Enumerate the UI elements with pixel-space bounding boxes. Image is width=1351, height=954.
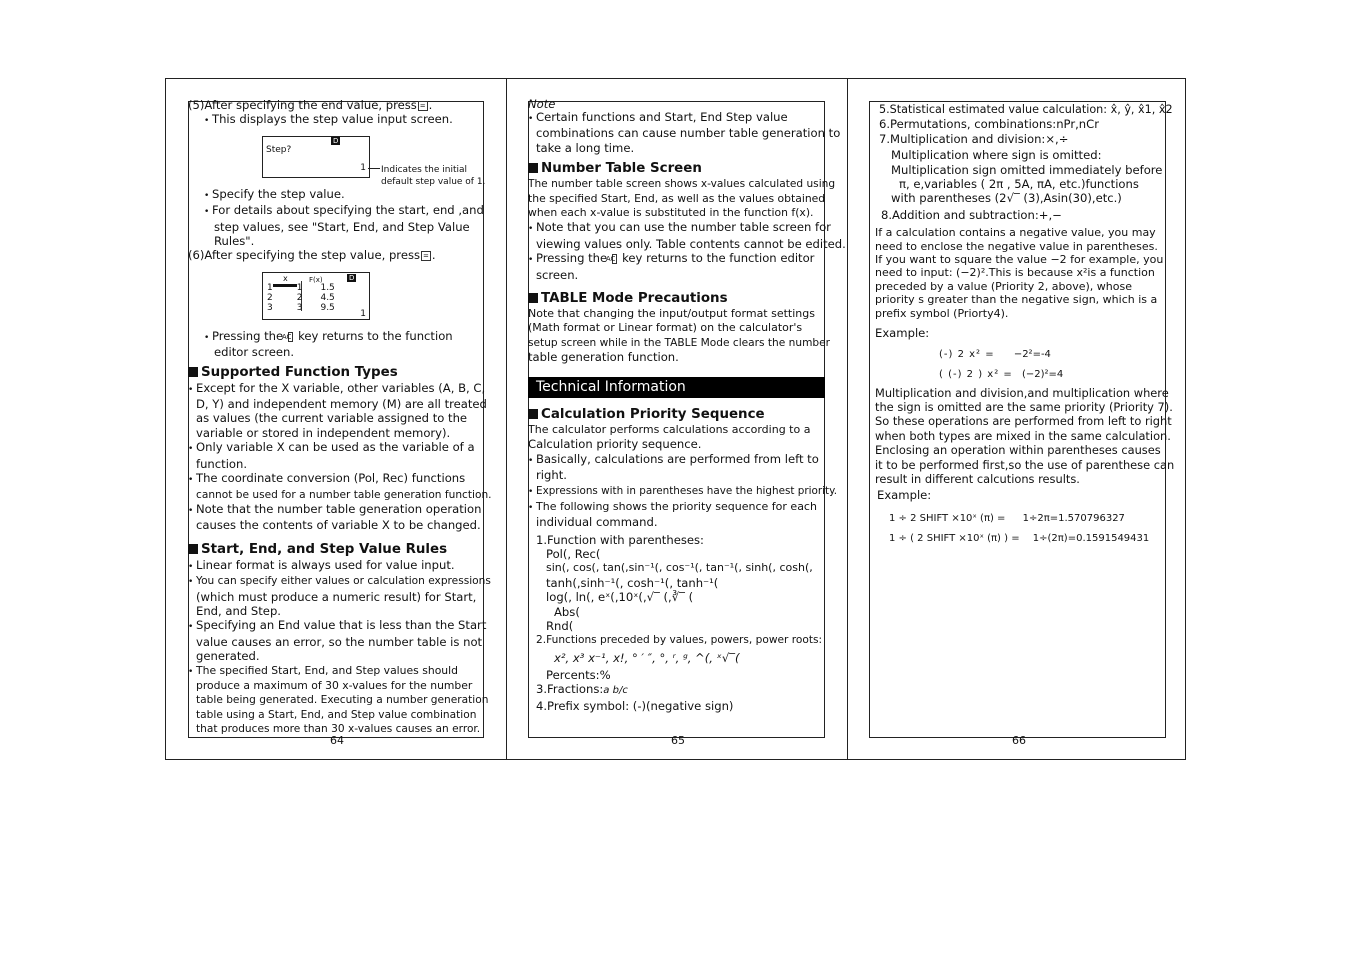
bullet-text: • The specified Start, End, and Step values should: [188, 664, 484, 679]
calculator-screen-step: [262, 136, 370, 178]
section-heading: Start, End, and Step Value Rules: [188, 541, 484, 558]
column-header: x: [283, 274, 288, 283]
page-divider: [847, 78, 848, 760]
step-text: Rules".: [214, 234, 255, 249]
priority-item: 4.Prefix symbol: (-)(negative sign): [536, 698, 734, 713]
example-result: (−2)²=4: [1021, 368, 1064, 380]
page-divider: [506, 78, 507, 760]
fraction-symbol: a b/c: [603, 685, 628, 697]
step-text: • This displays the step value input screen.: [188, 112, 484, 128]
bullet-text: • The coordinate conversion (Pol, Rec) functions: [188, 471, 484, 487]
paragraph-text: need to input: (−2)².This is because x²is a function: [875, 266, 1155, 280]
priority-item: 6.Permutations, combinations:nPr,nCr: [879, 117, 1099, 132]
callout-line: [368, 168, 380, 169]
paragraph-text: So these operations are performed from left to right: [875, 414, 1172, 429]
page-65: [528, 97, 846, 713]
priority-item: 3.Fractions:: [536, 682, 604, 697]
priority-item: Multiplication sign omitted immediately before: [891, 162, 1163, 177]
bullet-text: causes the contents of variable X to be changed.: [196, 518, 481, 533]
bullet-text: • Except for the X variable, other variables (A, B, C,: [188, 381, 484, 397]
step-text: (5)After specifying the end value, press: [188, 98, 417, 112]
bullet-text: table using a Start, End, and Step value combination: [196, 708, 477, 721]
page-number: 65: [671, 734, 685, 747]
step-text: Pressing the: [212, 328, 284, 343]
paragraph-text: the sign is omitted are the same priority (Priority 7).: [875, 399, 1173, 414]
bullet-text: D, Y) and independent memory (M) are all treated: [196, 397, 487, 412]
example-label: Example:: [877, 488, 932, 503]
screen-callout: Indicates the initial default step value of 1.: [381, 165, 486, 187]
bullet-text: End, and Step.: [196, 603, 281, 618]
paragraph-text: Note that changing the input/output format settings: [528, 307, 815, 321]
bullet-text: as values (the current variable assigned to the: [196, 411, 468, 426]
priority-item: 5.Statistical estimated value calculation: x̂, ŷ, x̂1, x̂2: [879, 103, 1173, 116]
screen-value: 1: [360, 163, 366, 173]
step-text: step values, see "Start, End, and Step Value: [214, 219, 470, 234]
paragraph-text: (Math format or Linear format) on the calculator's: [528, 321, 803, 335]
paragraph-text: result in different calcutions results.: [875, 471, 1080, 486]
number-table: [265, 283, 337, 313]
priority-item: 1.Function with parentheses:: [536, 532, 704, 547]
priority-item: 8.Addition and subtraction:+,−: [881, 207, 1062, 222]
key-sequence: 1 ÷ ( 2 SHIFT ×10ˣ (π) ) =: [889, 532, 1020, 544]
key-sequence: 1 ÷ 2 SHIFT ×10ˣ (π) =: [889, 512, 1006, 524]
key-sequence: ( (-) 2 ) x² =: [939, 368, 1013, 380]
paragraph-text: when each x-value is substituted in the function f(x).: [528, 206, 814, 220]
bullet-text: right.: [536, 467, 567, 482]
mode-indicator: D: [349, 274, 355, 282]
bullet-text: (which must produce a numeric result) for Start,: [196, 589, 477, 604]
bullet-text: • Specifying an End value that is less than the Start: [188, 618, 484, 634]
table-row: 1 1 1.5: [267, 283, 335, 293]
example-result: 1÷2π=1.570796327: [1022, 512, 1125, 524]
step-text: key returns to the function: [298, 328, 453, 343]
priority-item: π, e,variables ( 2π , 5A, πA, etc.)functions: [899, 177, 1139, 192]
paragraph-text: preceded by a value (Priority 2, above), whose: [875, 279, 1132, 293]
page-66: [869, 103, 1175, 549]
paragraph-text: need to enclose the negative value in parentheses.: [875, 239, 1158, 253]
bullet-text: • Note that the number table generation operation: [188, 502, 484, 518]
bullet-text: • Basically, calculations are performed from left to: [528, 452, 825, 468]
priority-item: sin(, cos(, tan(,sin⁻¹(, cos⁻¹(, tan⁻¹(, sinh(, cosh(,: [546, 561, 813, 575]
priority-item: Percents:%: [546, 667, 611, 682]
bullet-text: that produces more than 30 x-values causes an error.: [196, 723, 481, 736]
bullet-text: variable or stored in independent memory).: [196, 425, 451, 440]
priority-item: 7.Multiplication and division:×,÷: [879, 131, 1069, 146]
priority-item: Abs(: [554, 604, 580, 619]
example-label: Example:: [875, 326, 930, 341]
priority-item: Rnd(: [546, 618, 574, 633]
example-result: 1÷(2π)=0.1591549431: [1032, 532, 1150, 544]
key-sequence: (-) 2 x² =: [939, 348, 995, 360]
paragraph-text: If a calculation contains a negative value, you may: [875, 226, 1156, 240]
bullet-text: • Linear format is always used for value input.: [188, 558, 484, 574]
bullet-text: generated.: [196, 649, 260, 664]
priority-item: Pol(, Rec(: [546, 546, 601, 561]
note-text: combinations can cause number table generation to: [536, 126, 841, 141]
technical-information-banner: Technical Information: [528, 377, 825, 398]
paragraph-text: If you want to square the value −2 for example, you: [875, 253, 1164, 267]
step-text: • For details about specifying the start, end ,and: [188, 203, 484, 219]
ac-key-icon: AC: [281, 332, 292, 341]
paragraph-text: The number table screen shows x-values calculated using: [528, 178, 836, 191]
paragraph-text: it to be performed first,so the use of parenthese can: [875, 457, 1175, 472]
bullet-text: cannot be used for a number table generation function.: [196, 488, 492, 501]
section-heading: Number Table Screen: [528, 160, 825, 177]
bullet-text: value causes an error, so the number table is not: [196, 634, 483, 649]
paragraph-text: setup screen while in the TABLE Mode clears the number: [528, 336, 830, 349]
calculator-screen-table: [262, 272, 370, 320]
paragraph-text: Calculation priority sequence.: [528, 437, 702, 452]
bullet-text: viewing values only. Table contents cannot be edited.: [536, 236, 846, 251]
equals-key-icon: =: [423, 252, 429, 261]
paragraph-text: when both types are mixed in the same calculation.: [875, 428, 1171, 443]
screen-value: 1: [360, 309, 366, 319]
equals-key-icon: =: [419, 102, 426, 110]
priority-item: tanh(,sinh⁻¹(, cosh⁻¹(, tanh⁻¹(: [546, 575, 719, 590]
bullet-text: key returns to the function editor: [622, 251, 815, 266]
ac-key-icon: AC: [605, 255, 616, 264]
example-result: −2²=-4: [1013, 348, 1051, 360]
paragraph-text: priority s greater than the negative sign, which is a: [875, 293, 1158, 307]
step-text: (6)After specifying the step value, press: [188, 248, 421, 263]
mode-indicator: D: [333, 137, 339, 145]
step-text: editor screen.: [214, 345, 295, 360]
bullet-text: • The following shows the priority sequence for each: [528, 500, 825, 515]
priority-item: x², x³ x⁻¹, x!, ° ′ ″, °, ʳ, ᵍ, ^(, ˣ√‾(: [554, 650, 740, 665]
priority-item: Multiplication where sign is omitted:: [891, 148, 1102, 163]
table-row: 3 3 9.5: [267, 303, 335, 313]
page-number: 66: [1012, 734, 1026, 747]
bullet-text: individual command.: [536, 515, 658, 530]
paragraph-text: Enclosing an operation within parentheses causes: [875, 443, 1161, 458]
section-heading: Supported Function Types: [188, 364, 484, 381]
note-text: take a long time.: [536, 140, 635, 155]
bullet-text: produce a maximum of 30 x-values for the number: [196, 678, 473, 692]
note-title: Note: [528, 97, 556, 111]
paragraph-text: table generation function.: [528, 350, 679, 365]
column-header: F(x): [309, 276, 323, 284]
bullet-text: Pressing the: [536, 251, 608, 266]
bullet-text: • Expressions with in parentheses have the highest priority.: [528, 484, 825, 499]
bullet-text: function.: [196, 456, 248, 471]
paragraph-text: the specified Start, End, as well as the values obtained: [528, 191, 826, 205]
page-number: 64: [330, 734, 344, 747]
bullet-text: • You can specify either values or calculation expressions: [188, 574, 484, 589]
screen-prompt: Step?: [266, 145, 292, 155]
priority-item: 2.Functions preceded by values, powers, power roots:: [536, 634, 823, 647]
priority-item: log(, ln(, eˣ(,10ˣ(,√‾ (,∛‾ (: [546, 590, 694, 605]
bullet-text: • Only variable X can be used as the variable of a: [188, 440, 484, 456]
table-row: 2 2 4.5: [267, 293, 335, 303]
bullet-text: table being generated. Executing a number generation: [196, 694, 489, 707]
paragraph-text: The calculator performs calculations according to a: [528, 422, 811, 436]
paragraph-text: Multiplication and division,and multiplication where: [875, 385, 1169, 400]
bullet-text: • Note that you can use the number table screen for: [528, 220, 825, 236]
paragraph-text: prefix symbol (Priorty4).: [875, 306, 1009, 320]
priority-item: with parentheses (2√‾ (3),Asin(30),etc.): [891, 191, 1122, 206]
page-64: (5)After specifying the end value, press = . • This displays the step value input screen. • Specify the step value. • For details about specifying the start, end ,and step values, see "Start, End, and Step Value Rules". (6)After specifying the step value, press = . • Pressing the AC key returns to the function editor screen. Supported Function Types • Except for the X variable, other variables (A, B, C, D, Y) and independent memory (M) are all treated as values (the current variable assigned to the variable or stored in independent memory). • Only variable X can be used as the variable of a function. • The coordinate conversion (Pol, Rec) functions cannot be used for a number table generation function. • Note that the number table generation operation causes the contents of variable X to be changed. Start, End, and Step Value Rules • Linear format is always used for value input. • You can specify either values or calculation expressions (which must produce a numeric result) for Start, End, and Step. • Specifying an End value that is less than the Start value causes an error, so the number table is not generated. • The specified Start, End, and Step values should produce a maximum of 30 x-values for the number table being generated. Executing a number generation table using a Start, End, and Step value combination that produces more than 30 x-values causes an error.: [188, 98, 484, 737]
bullet-text: screen.: [536, 267, 579, 282]
step-text: • Specify the step value.: [188, 187, 484, 203]
section-heading: Calculation Priority Sequence: [528, 406, 825, 423]
note-text: • Certain functions and Start, End Step value: [528, 110, 825, 126]
section-heading: TABLE Mode Precautions: [528, 290, 825, 307]
